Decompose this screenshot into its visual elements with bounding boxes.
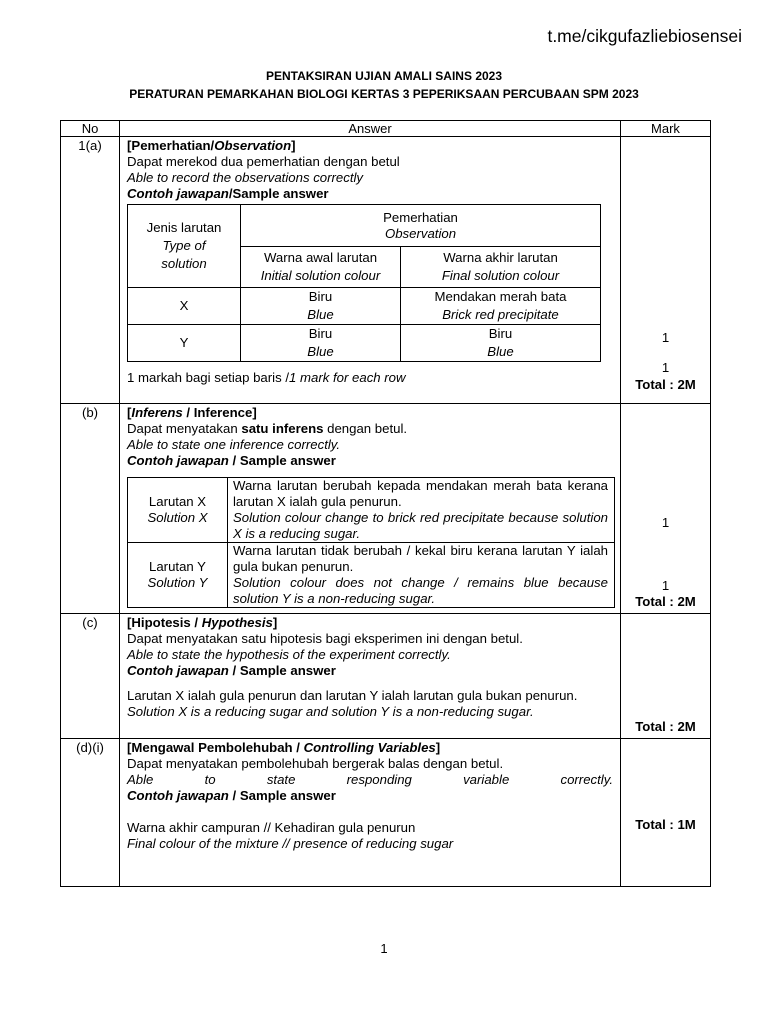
observation-table — [127, 204, 601, 362]
section-heading-q1c: [Hipotesis / Hypothesis] — [127, 615, 278, 630]
obs-col-final: Warna akhir larutan Final solution colour — [401, 247, 601, 288]
criteria-ms-q1a: Dapat merekod dua pemerhatian dengan betul — [127, 154, 400, 169]
sample-answer-en-q1c: Solution X is a reducing sugar and solution Y is a non-reducing sugar. — [127, 704, 534, 719]
document-subtitle: PERATURAN PEMARKAHAN BIOLOGI KERTAS 3 PEPERIKSAAN PERCUBAAN SPM 2023 — [129, 87, 639, 101]
criteria-en-q1d: Able to state responding variable correctly. — [127, 772, 613, 787]
criteria-en-q1b: Able to state one inference correctly. — [127, 437, 341, 452]
obs-col-group: Pemerhatian Observation — [241, 205, 601, 247]
inference-row-x: Larutan X Solution X Warna larutan berubah kepada mendakan merah bata kerana larutan X ialah gula penurun. Solution colour change to brick red precipitate because solution X is a reducing sugar. — [128, 478, 615, 543]
mark-value: 1 — [661, 578, 670, 593]
table-row-q1b — [61, 404, 711, 614]
section-heading-q1b: [Inferens / Inference] — [127, 405, 257, 420]
table-row-q1d — [61, 739, 711, 887]
sample-answer-label-q1b: Contoh jawapan / Sample answer — [127, 453, 336, 468]
header-mark: Mark — [621, 121, 711, 137]
criteria-ms-q1d: Dapat menyatakan pembolehubah bergerak balas dengan betul. — [127, 756, 504, 771]
inference-row-y: Larutan Y Solution Y Warna larutan tidak berubah / kekal biru kerana larutan Y ialah gula bukan penurun. Solution colour does not change / remains blue because solution Y is a non-reducing sugar. — [128, 543, 615, 608]
table-row-q1a — [61, 137, 711, 404]
section-heading-q1a: [Pemerhatian/Observation] — [127, 138, 296, 153]
total-mark-q1a: Total : 2M — [635, 377, 696, 392]
answer-cell-q1a — [120, 137, 621, 404]
criteria-ms-q1b: Dapat menyatakan satu inferens dengan betul. — [127, 421, 408, 436]
criteria-ms-q1c: Dapat menyatakan satu hipotesis bagi eksperimen ini dengan betul. — [127, 631, 523, 646]
marking-scheme-table — [60, 120, 711, 887]
criteria-en-q1a: Able to record the observations correctly — [127, 170, 364, 185]
page-number: 1 — [380, 941, 388, 956]
table-row-q1c — [61, 614, 711, 739]
mark-value: 1 — [661, 515, 670, 530]
sample-answer-en-q1d: Final colour of the mixture // presence of reducing sugar — [127, 836, 454, 851]
answer-cell-q1d — [120, 739, 621, 887]
header-no: No — [61, 121, 120, 137]
section-heading-q1d: [Mengawal Pembolehubah / Controlling Variables] — [127, 740, 441, 755]
sample-answer-ms-q1d: Warna akhir campuran // Kehadiran gula penurun — [127, 820, 416, 835]
sample-answer-label-q1a: Contoh jawapan/Sample answer — [127, 186, 329, 201]
obs-row-y: Y Biru Blue Biru Blue — [128, 325, 601, 362]
mark-cell-q1d — [621, 739, 711, 887]
mark-value: 1 — [661, 330, 670, 345]
question-number-q1d: (d)(i) — [61, 739, 120, 887]
table-header-row — [61, 121, 711, 137]
sample-answer-label-q1d: Contoh jawapan / Sample answer — [127, 788, 336, 803]
mark-cell-q1a — [621, 137, 711, 404]
mark-cell-q1c — [621, 614, 711, 739]
mark-cell-q1b — [621, 404, 711, 614]
criteria-en-q1c: Able to state the hypothesis of the experiment correctly. — [127, 647, 451, 662]
total-mark-q1d: Total : 1M — [635, 817, 696, 832]
inference-table — [127, 477, 615, 608]
question-number-q1a: 1(a) — [61, 137, 120, 404]
answer-cell-q1b — [120, 404, 621, 614]
watermark-link: t.me/cikgufazliebiosensei — [547, 26, 742, 46]
mark-value: 1 — [661, 360, 670, 375]
obs-row-x: X Biru Blue Mendakan merah bata Brick red precipitate — [128, 288, 601, 325]
question-number-q1c: (c) — [61, 614, 120, 739]
answer-cell-q1c — [120, 614, 621, 739]
header-answer: Answer — [120, 121, 621, 137]
sample-answer-label-q1c: Contoh jawapan / Sample answer — [127, 663, 336, 678]
document-title: PENTAKSIRAN UJIAN AMALI SAINS 2023 — [265, 69, 503, 83]
question-number-q1b: (b) — [61, 404, 120, 614]
obs-col-type: Jenis larutan Type of solution — [128, 205, 241, 288]
total-mark-q1c: Total : 2M — [635, 719, 696, 734]
obs-col-initial: Warna awal larutan Initial solution colour — [241, 247, 401, 288]
sample-answer-ms-q1c: Larutan X ialah gula penurun dan larutan Y ialah larutan gula bukan penurun. — [127, 688, 578, 703]
marking-note-q1a: 1 markah bagi setiap baris /1 mark for each row — [127, 370, 406, 385]
total-mark-q1b: Total : 2M — [635, 594, 696, 609]
